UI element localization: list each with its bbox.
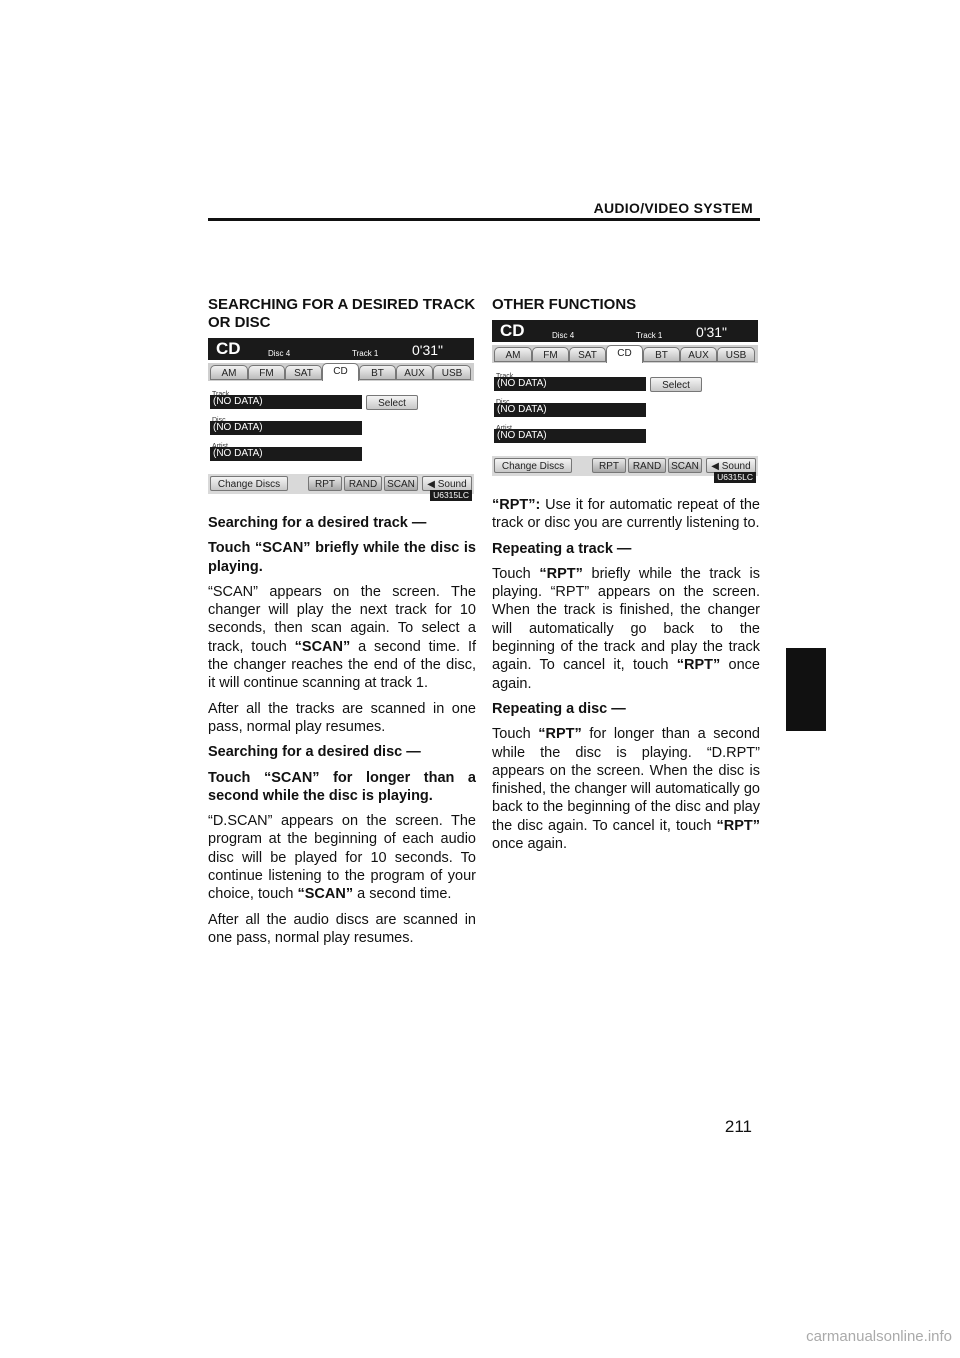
subheading: Repeating a track — bbox=[492, 540, 632, 557]
subheading: Searching for a desired track — bbox=[208, 515, 427, 531]
sound-button[interactable]: ◀ Sound bbox=[422, 476, 472, 491]
instruction: Touch “SCAN” briefly while the disc is playing. bbox=[208, 540, 476, 575]
track-number: Track 1 bbox=[352, 349, 379, 358]
tab-usb[interactable]: USB bbox=[433, 365, 471, 380]
tab-fm[interactable]: FM bbox=[248, 365, 285, 380]
screen-status-bar bbox=[208, 338, 474, 360]
tab-usb[interactable]: USB bbox=[717, 347, 755, 362]
paragraph: After all the tracks are scanned in one pass, normal play resumes. bbox=[208, 700, 476, 735]
screen-status-bar bbox=[492, 320, 758, 342]
header-rule bbox=[208, 218, 760, 221]
paragraph: Touch “RPT” briefly while the track is playing. “RPT” appears on the screen. When the track is finished, the changer will automatically go back to the beginning of the track and play the track again. To cancel it, touch “RPT” once again. bbox=[492, 565, 760, 692]
source-tabs bbox=[208, 363, 474, 381]
scan-button[interactable]: SCAN bbox=[668, 458, 702, 473]
tab-sat[interactable]: SAT bbox=[285, 365, 322, 380]
change-discs-button[interactable]: Change Discs bbox=[210, 476, 288, 491]
rpt-button[interactable]: RPT bbox=[592, 458, 626, 473]
tab-fm[interactable]: FM bbox=[532, 347, 569, 362]
paragraph: “D.SCAN” appears on the screen. The program at the beginning of each audio disc will be played for 10 seconds. To continue listening to the program of your choice, touch “SCAN” a second time. bbox=[208, 813, 476, 903]
disc-number: Disc 4 bbox=[552, 331, 575, 340]
subheading: Repeating a disc — bbox=[492, 700, 626, 717]
change-discs-button[interactable]: Change Discs bbox=[494, 458, 572, 473]
section-heading: OTHER FUNCTIONS bbox=[492, 296, 637, 313]
cd-screen bbox=[208, 338, 474, 502]
artist-value: (NO DATA) bbox=[210, 447, 362, 461]
figure-code: U6315LC bbox=[430, 490, 472, 501]
track-value: (NO DATA) bbox=[494, 377, 646, 391]
rpt-button[interactable]: RPT bbox=[308, 476, 342, 491]
artist-value: (NO DATA) bbox=[494, 429, 646, 443]
scan-button[interactable]: SCAN bbox=[384, 476, 418, 491]
tab-aux[interactable]: AUX bbox=[680, 347, 717, 362]
track-number: Track 1 bbox=[636, 331, 663, 340]
source-label: CD bbox=[500, 321, 525, 340]
left-column bbox=[208, 296, 476, 954]
tab-cd[interactable]: CD bbox=[322, 363, 359, 381]
header-title: AUDIO/VIDEO SYSTEM bbox=[593, 200, 753, 216]
figure-code: U6315LC bbox=[714, 472, 756, 483]
tab-cd[interactable]: CD bbox=[606, 345, 643, 363]
disc-value: (NO DATA) bbox=[494, 403, 646, 417]
select-button[interactable]: Select bbox=[366, 395, 418, 410]
track-value: (NO DATA) bbox=[210, 395, 362, 409]
paragraph: “SCAN” appears on the screen. The changer will play the next track for 10 seconds, then scan again. To select a track, touch “SCAN” a second time. If the changer reaches the end of the disc, it will continue scanning at track 1. bbox=[208, 583, 476, 692]
paragraph: After all the audio discs are scanned in one pass, normal play resumes. bbox=[208, 911, 476, 946]
subheading: Searching for a desired disc — bbox=[208, 744, 421, 761]
sound-button[interactable]: ◀ Sound bbox=[706, 458, 756, 473]
paragraph: “RPT”: Use it for automatic repeat of the track or disc you are currently listening to. bbox=[492, 497, 760, 532]
source-label: CD bbox=[216, 339, 241, 358]
source-tabs bbox=[492, 345, 758, 363]
page-number: 211 bbox=[724, 1117, 752, 1136]
disc-number: Disc 4 bbox=[268, 349, 291, 358]
select-button[interactable]: Select bbox=[650, 377, 702, 392]
tab-am[interactable]: AM bbox=[210, 365, 248, 380]
tab-bt[interactable]: BT bbox=[359, 365, 396, 380]
instruction: Touch “SCAN” for longer than a second while the disc is playing. bbox=[208, 769, 476, 804]
watermark: carmanualsonline.info bbox=[806, 1328, 952, 1345]
disc-value: (NO DATA) bbox=[210, 421, 362, 435]
tab-aux[interactable]: AUX bbox=[396, 365, 433, 380]
tab-bt[interactable]: BT bbox=[643, 347, 680, 362]
tab-am[interactable]: AM bbox=[494, 347, 532, 362]
right-column bbox=[492, 296, 760, 860]
section-heading: SEARCHING FOR A DESIRED TRACK OR DISC bbox=[208, 296, 476, 331]
section-tab bbox=[786, 648, 826, 731]
play-time: 0'31" bbox=[412, 342, 444, 358]
play-time: 0'31" bbox=[696, 324, 728, 340]
rand-button[interactable]: RAND bbox=[628, 458, 666, 473]
paragraph: Touch “RPT” for longer than a second while the disc is playing. “D.RPT” appears on the screen. When the disc is finished, the changer will automatically go back to the beginning of the disc and play the disc again. To cancel it, touch “RPT” once again. bbox=[492, 726, 760, 853]
tab-sat[interactable]: SAT bbox=[569, 347, 606, 362]
rand-button[interactable]: RAND bbox=[344, 476, 382, 491]
cd-screen bbox=[492, 320, 758, 484]
